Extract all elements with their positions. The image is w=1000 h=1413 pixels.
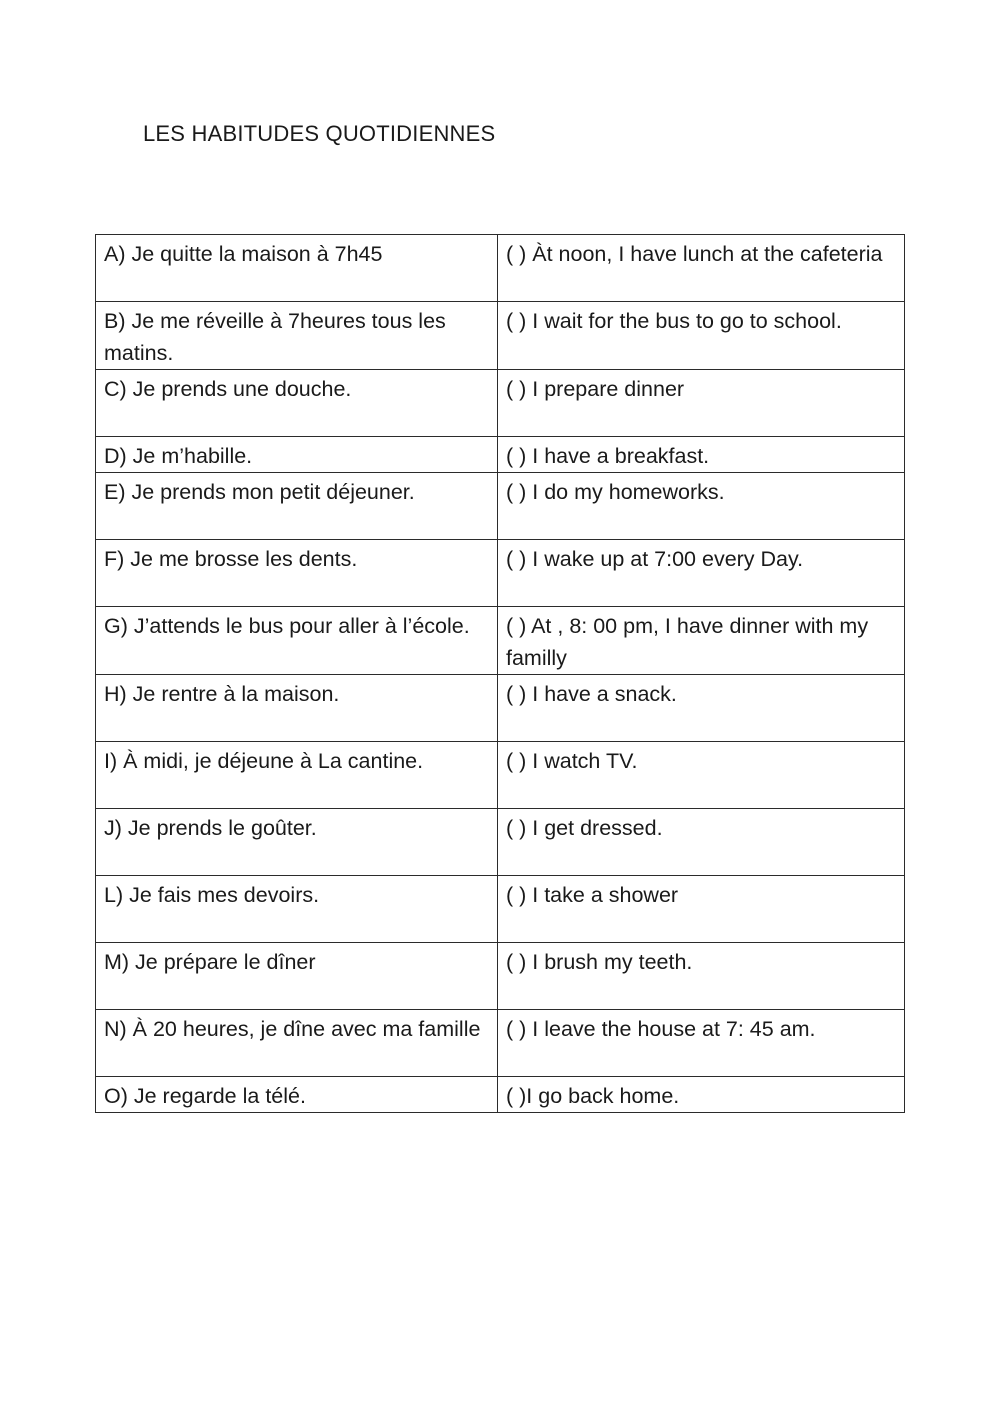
french-sentence: F) Je me brosse les dents.: [96, 540, 498, 607]
french-sentence: A) Je quitte la maison à 7h45: [96, 235, 498, 302]
english-sentence: ( ) I do my homeworks.: [498, 473, 905, 540]
table-row: [96, 876, 905, 943]
table-row: [96, 1077, 905, 1113]
table-row: [96, 1010, 905, 1077]
english-sentence: ( ) I wake up at 7:00 every Day.: [498, 540, 905, 607]
french-sentence: N) À 20 heures, je dîne avec ma famille: [96, 1010, 498, 1077]
french-sentence: E) Je prends mon petit déjeuner.: [96, 473, 498, 540]
table-row: [96, 809, 905, 876]
english-sentence: ( ) Àt noon, I have lunch at the cafeteria: [498, 235, 905, 302]
table-row: [96, 742, 905, 809]
english-sentence: ( ) At , 8: 00 pm, I have dinner with my familly: [498, 607, 905, 675]
table-row: [96, 302, 905, 370]
table-row: [96, 437, 905, 473]
french-sentence: I) À midi, je déjeune à La cantine.: [96, 742, 498, 809]
english-sentence: ( ) I prepare dinner: [498, 370, 905, 437]
english-sentence: ( ) I get dressed.: [498, 809, 905, 876]
english-sentence: ( ) I take a shower: [498, 876, 905, 943]
table-row: [96, 235, 905, 302]
french-sentence: L) Je fais mes devoirs.: [96, 876, 498, 943]
page-title: LES HABITUDES QUOTIDIENNES: [143, 121, 496, 146]
french-sentence: O) Je regarde la télé.: [96, 1077, 498, 1113]
table-row: [96, 540, 905, 607]
french-sentence: J) Je prends le goûter.: [96, 809, 498, 876]
english-sentence: ( ) I brush my teeth.: [498, 943, 905, 1010]
french-sentence: C) Je prends une douche.: [96, 370, 498, 437]
table-row: [96, 943, 905, 1010]
matching-table: [95, 234, 905, 1113]
french-sentence: B) Je me réveille à 7heures tous les matins.: [96, 302, 498, 370]
english-sentence: ( )I go back home.: [498, 1077, 905, 1113]
english-sentence: ( ) I wait for the bus to go to school.: [498, 302, 905, 370]
english-sentence: ( ) I watch TV.: [498, 742, 905, 809]
french-sentence: H) Je rentre à la maison.: [96, 675, 498, 742]
french-sentence: D) Je m’habille.: [96, 437, 498, 473]
english-sentence: ( ) I have a breakfast.: [498, 437, 905, 473]
table-row: [96, 607, 905, 675]
table-row: [96, 473, 905, 540]
table-row: [96, 370, 905, 437]
table-row: [96, 675, 905, 742]
french-sentence: M) Je prépare le dîner: [96, 943, 498, 1010]
french-sentence: G) J’attends le bus pour aller à l’école.: [96, 607, 498, 675]
english-sentence: ( ) I have a snack.: [498, 675, 905, 742]
english-sentence: ( ) I leave the house at 7: 45 am.: [498, 1010, 905, 1077]
